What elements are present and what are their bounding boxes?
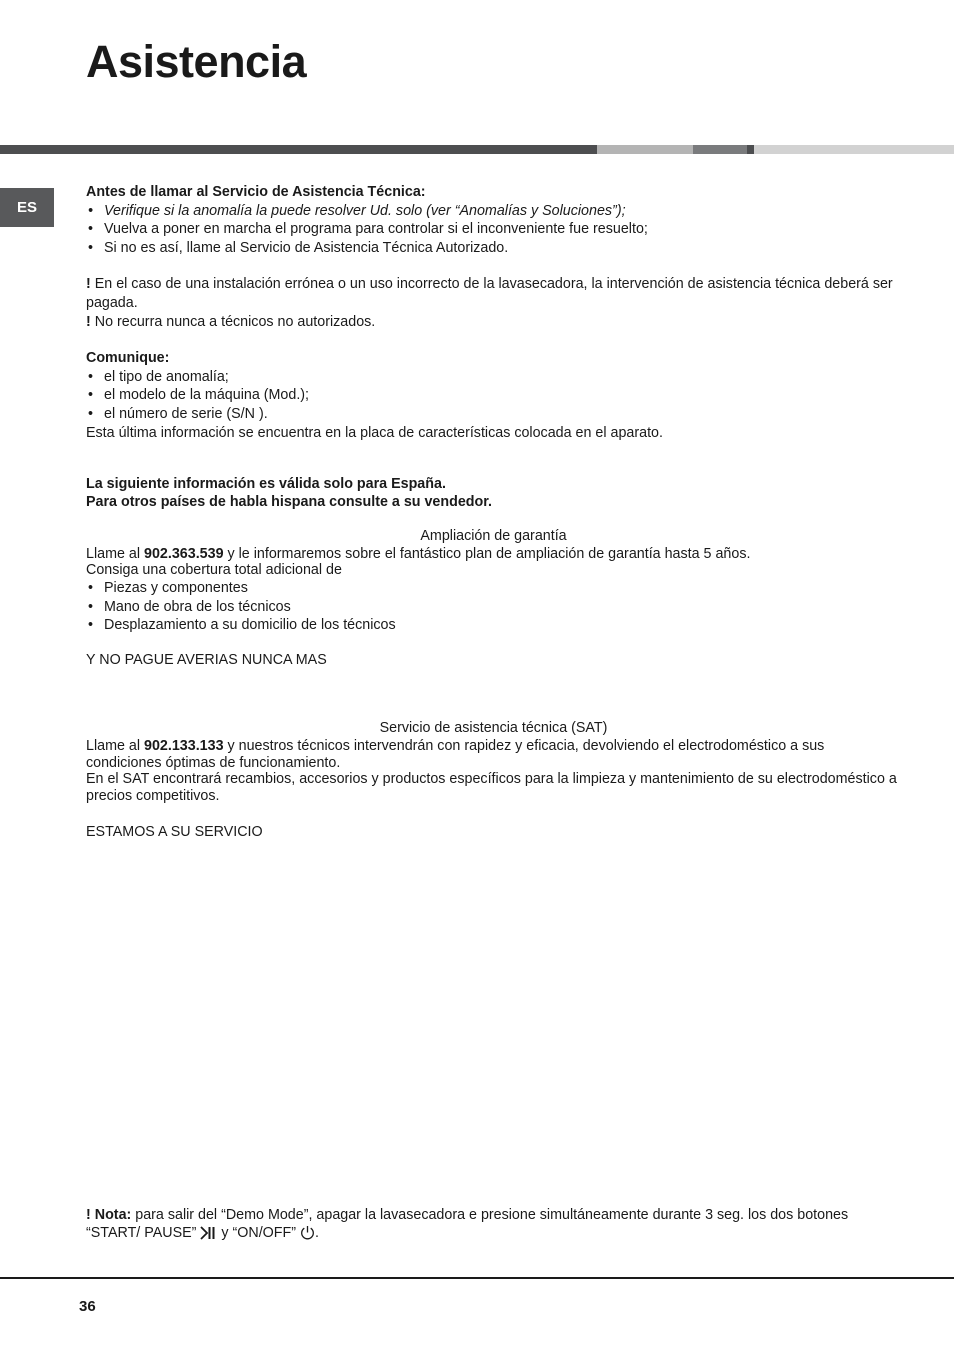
sat-call-suffix: y nuestros técnicos intervendrán con rapidez y eficacia, devolviendo el electrodoméstico a sus condiciones óptimas de funcionamiento. xyxy=(86,737,825,771)
list-item: • Vuelva a poner en marcha el programa para controlar si el inconveniente fue resuelto; xyxy=(86,220,901,239)
warranty-phone: 902.363.539 xyxy=(144,545,224,562)
main-content xyxy=(86,183,901,842)
power-icon xyxy=(300,1225,315,1246)
header-bar-segment xyxy=(693,145,747,154)
sat-parts: En el SAT encontrará recambios, accesorios y productos específicos para la limpieza y mantenimiento de su electrodoméstico a precios competitivos. xyxy=(86,771,897,805)
warning-text: En el caso de una instalación errónea o un uso incorrecto de la lavasecadora, la intervención de asistencia técnica deberá ser pagada. xyxy=(86,276,893,311)
start-pause-icon xyxy=(200,1226,217,1246)
note-label: Nota: xyxy=(94,1207,132,1223)
communicate-heading: Comunique: xyxy=(86,350,170,367)
footer-divider xyxy=(0,1277,954,1279)
list-item: • Piezas y componentes xyxy=(86,579,901,598)
note-text: para salir del “Demo Mode”, apagar la lavasecadora e presione simultáneamente durante 3 seg. los dos botones “START/ PAUSE” xyxy=(86,1207,849,1241)
sat-heading: Servicio de asistencia técnica (SAT) xyxy=(379,720,608,737)
sat-call-prefix: Llame al xyxy=(86,737,145,754)
note-text: y “ON/OFF” xyxy=(217,1224,300,1241)
sat-phone: 902.133.133 xyxy=(144,737,224,754)
warning-unauthorized xyxy=(86,313,901,332)
header-bar-segment xyxy=(754,145,954,154)
warning-mark: ! xyxy=(86,276,91,293)
page-title: Asistencia xyxy=(86,36,307,87)
list-item: • Desplazamiento a su domicilio de los técnicos xyxy=(86,616,901,635)
warranty-slogan: Y NO PAGUE AVERIAS NUNCA MAS xyxy=(86,651,327,668)
warranty-list xyxy=(86,579,901,635)
sat-slogan: ESTAMOS A SU SERVICIO xyxy=(86,824,263,841)
header-bar-segment xyxy=(597,145,693,154)
warning-paid xyxy=(86,275,901,312)
header-bar-segment xyxy=(0,145,597,154)
note-mark: ! xyxy=(86,1207,91,1223)
list-item: • Mano de obra de los técnicos xyxy=(86,598,901,617)
language-tab: ES xyxy=(0,188,54,227)
list-item: • Si no es así, llame al Servicio de Asistencia Técnica Autorizado. xyxy=(86,239,901,258)
before-calling-heading: Antes de llamar al Servicio de Asistencia Técnica: xyxy=(86,184,426,200)
list-item: • Verifique si la anomalía la puede resolver Ud. solo (ver “Anomalías y Soluciones”); xyxy=(86,202,901,221)
warning-text: No recurra nunca a técnicos no autorizados. xyxy=(94,313,376,330)
page-number: 36 xyxy=(79,1298,96,1315)
warranty-coverage: Consiga una cobertura total adicional de xyxy=(86,562,342,579)
note-text: . xyxy=(314,1224,319,1241)
sat-call xyxy=(86,738,901,772)
spain-info-line2: Para otros países de habla hispana consulte a su vendedor. xyxy=(86,493,493,510)
demo-mode-note xyxy=(86,1207,901,1245)
list-item: • el modelo de la máquina (Mod.); xyxy=(86,386,901,405)
warning-mark: ! xyxy=(86,313,91,330)
communicate-footer: Esta última información se encuentra en la placa de características colocada en el aparato. xyxy=(86,424,663,441)
header-bar-segment xyxy=(747,145,754,154)
communicate-list xyxy=(86,368,901,424)
warranty-call-prefix: Llame al xyxy=(86,545,145,562)
warranty-call-suffix: y le informaremos sobre el fantástico plan de ampliación de garantía hasta 5 años. xyxy=(223,545,751,562)
list-item: • el tipo de anomalía; xyxy=(86,368,901,387)
before-calling-list xyxy=(86,202,901,258)
list-item: • el número de serie (S/N ). xyxy=(86,405,901,424)
warranty-call xyxy=(86,546,901,563)
warranty-heading: Ampliación de garantía xyxy=(420,528,567,545)
spain-info-line1: La siguiente información es válida solo para España. xyxy=(86,476,446,493)
